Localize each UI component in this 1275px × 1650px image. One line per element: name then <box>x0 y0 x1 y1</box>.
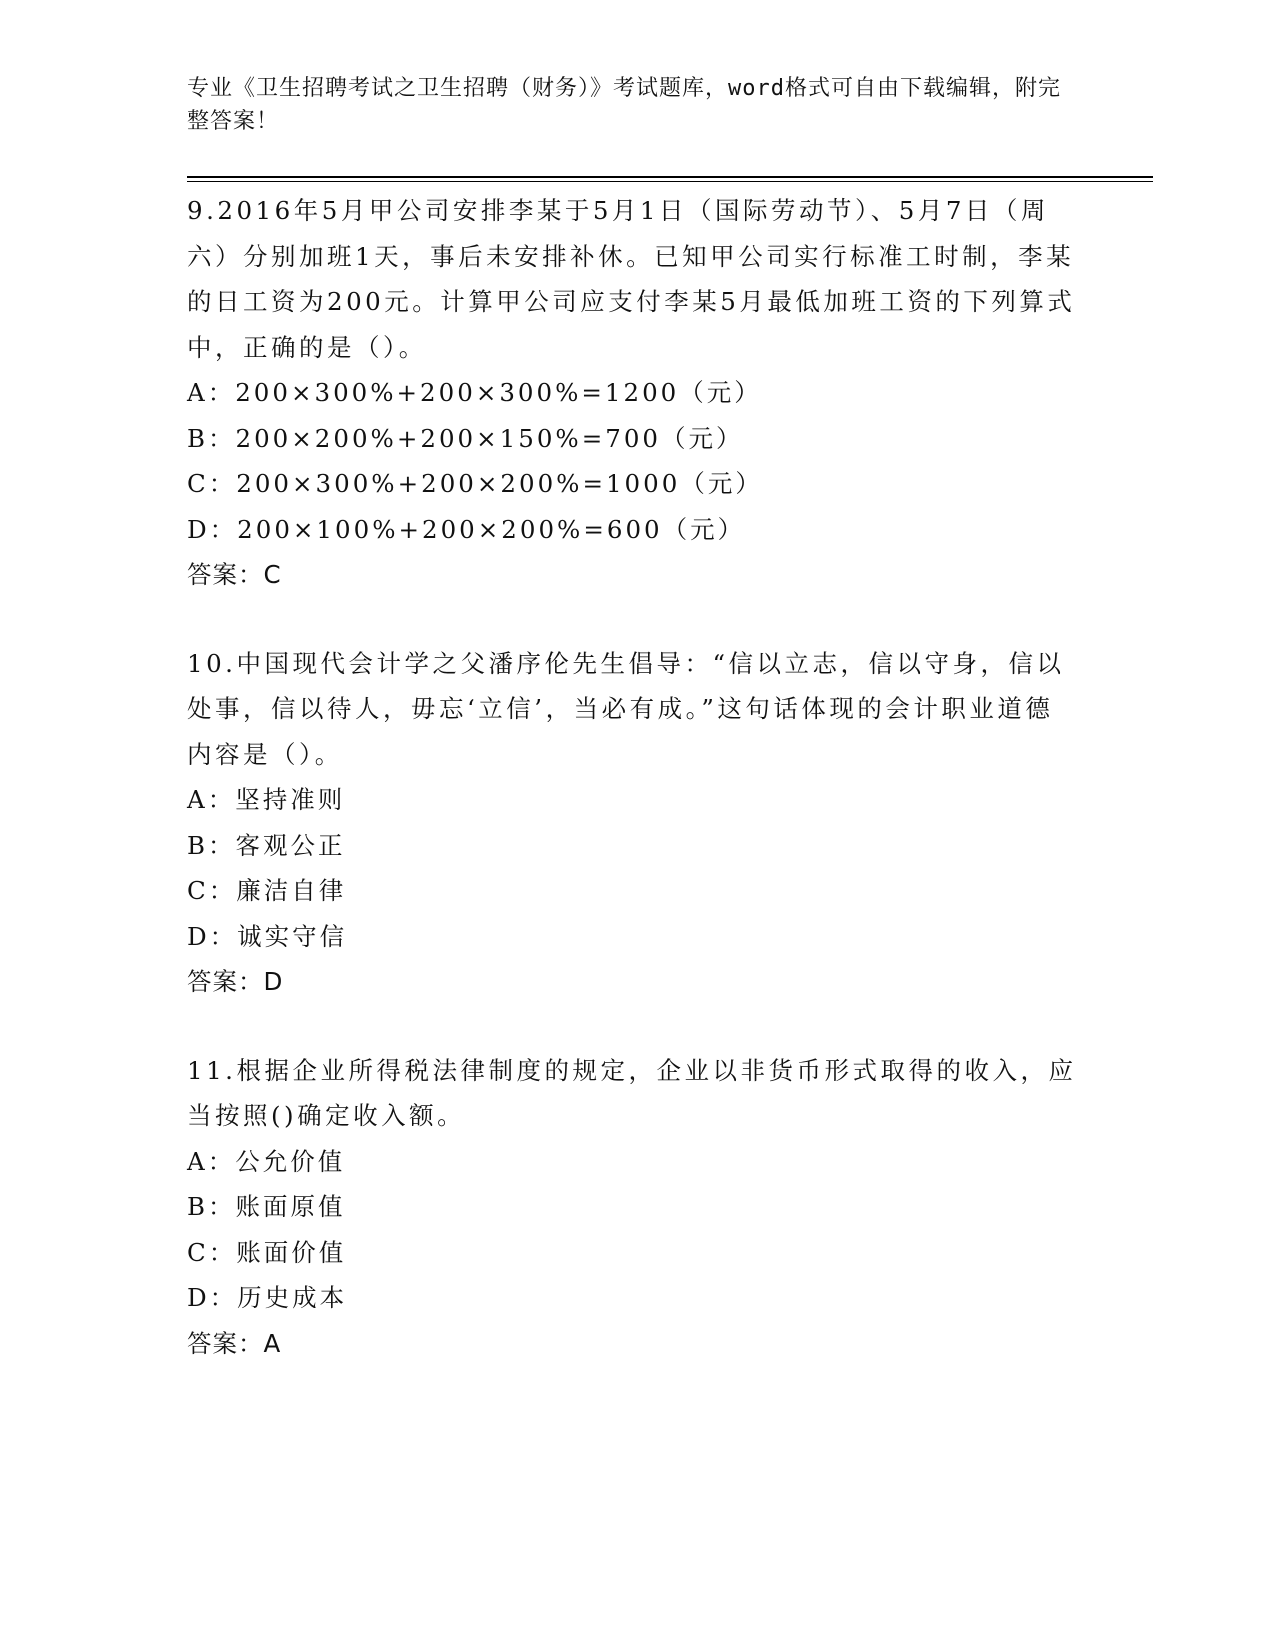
question-text: 10.中国现代会计学之父潘序伦先生倡导：“信以立志，信以守身，信以处事，信以待人，毋忘‘立信’，当必有成。”这句话体现的会计职业道德内容是（）。 <box>187 648 1065 769</box>
option-a: A：200×300%+200×300%=1200（元） <box>187 378 762 407</box>
option-b: B：账面原值 <box>187 1192 346 1221</box>
question-11 <box>187 1048 1077 1367</box>
option-c: C：200×300%+200×200%=1000（元） <box>187 469 763 498</box>
question-spacer <box>187 1005 1077 1048</box>
question-spacer <box>187 598 1077 641</box>
option-c: C：账面价值 <box>187 1237 347 1267</box>
answer-line: 答案：D <box>187 967 284 996</box>
option-c: C：廉洁自律 <box>187 876 347 905</box>
option-d: D：诚实守信 <box>187 921 348 951</box>
option-a: A：坚持准则 <box>187 785 346 814</box>
header-rule-top <box>187 176 1153 178</box>
option-b: B：客观公正 <box>187 830 346 860</box>
option-d: D：历史成本 <box>187 1283 348 1312</box>
answer-line: 答案：C <box>187 560 282 589</box>
option-a: A：公允价值 <box>187 1146 346 1176</box>
question-text: 9.2016年5月甲公司安排李某于5月1日（国际劳动节）、5月7日（周六）分别加班1天，事后未安排补休。已知甲公司实行标准工时制，李某的日工资为200元。计算甲公司应支付李某5月最低加班工资的下列算式中，正确的是（）。 <box>187 196 1076 362</box>
question-9 <box>187 188 1077 598</box>
header-rule-bottom <box>187 181 1153 182</box>
document-header: 专业《卫生招聘考试之卫生招聘（财务）》考试题库，word格式可自由下载编辑，附完整答案！ <box>187 76 1061 134</box>
option-d: D：200×100%+200×200%=600（元） <box>187 514 746 544</box>
question-list <box>187 188 1077 1366</box>
question-text: 11.根据企业所得税法律制度的规定，企业以非货币形式取得的收入，应当按照()确定收入额。 <box>187 1055 1077 1130</box>
answer-line: 答案：A <box>187 1328 282 1358</box>
question-10 <box>187 641 1077 1005</box>
option-b: B：200×200%+200×150%=700（元） <box>187 423 744 453</box>
